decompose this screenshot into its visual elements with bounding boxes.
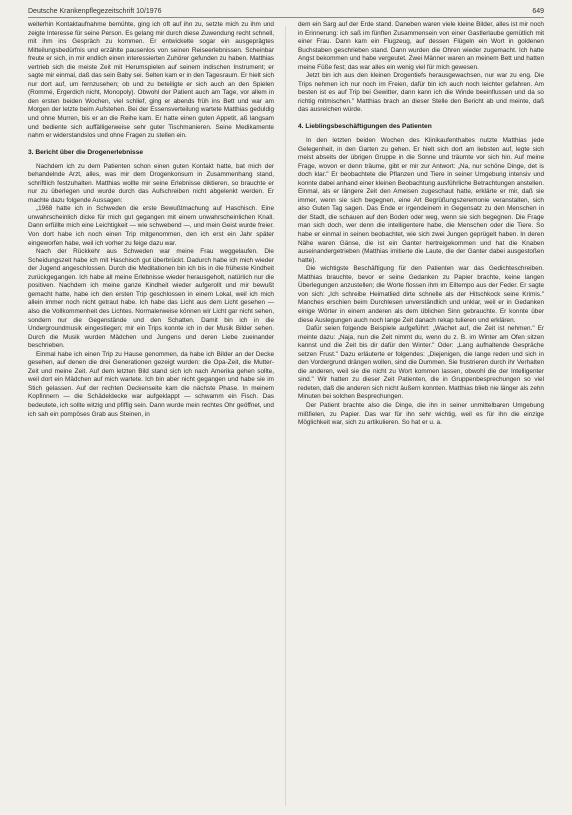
paragraph: In den letzten beiden Wochen des Klinikaufenthaltes nutzte Matthias jede Gelegenheit, in den Garten zu gehen. Er hielt sich dort am liebsten auf, legte sich meist abseits der übrigen Gruppe in die Sonne und träumte vor sich hin. Auf meine Frage, wovon er denn träume, gibt er mir zur Antwort: „Na, nur schöne Dinge, det is doch klar." Er beobachtete die Pflanzen und Tiere in seiner Umgebung intensiv und konnte dabei anhand einer kleinen Beobachtung ausführliche Betrachtungen anstellen. Einmal, als er längere Zeit den Ameisen zugeschaut hatte, erklärte er mir, daß sie immer, wenn sie sich begegnen, eine Art Begrüßungszeremonie veranstalten, sich also Guten Tag sagen. Das Ende er irgendeinem in Gegensatz zu den Menschen in der Stadt, die schauen auf den Boden oder weg, wenn sie sich begegnen. Die Frage man sich doch, wer denn die intelligentere habe, die Menschen oder die Tiere. So habe er einmal in seinen beobachtet, wie sich zwei Jungen geprügelt haben. In deren Nähe waren Gänse, die ist ein Ganter hertreigekommen und hat die Knaben auseinandergetrieben (Matthias imitierte die Laute, die der Ganter dabei ausgestoßen hatte). bbox=[298, 137, 544, 264]
paragraph: „1968 hatte ich in Schweden die erste Bewußtmachung auf Haschisch. Eine unwahrscheinlich dicke für mich gut gegangen mit einem unwahrscheinlichen Knall. Dann erfüllte mich eine Leichtigkeit — wie schwebend —, und mein Geist wurde freier. Von dort habe ich noch einen Trip mitgenommen, den ich erst ein Jahr später eingeworfen habe, weil ich vorher zu feige dazu war. bbox=[28, 205, 274, 247]
paragraph: dem ein Sarg auf der Erde stand. Daneben waren viele kleine Bilder, alles ist mir noch in Erinnerung: ich saß im fünften Zusammensein von einer Gastlerlaube gemütlich mit einer Frau. Dann kam ein Flugzeug, auf dessen Flügeln ein Wort in goldenen Buchstaben geschrieben stand. Dann wurden die Ohren wieder zugemacht. Ich hatte Angst bekommen und habe vergeutet. Zwei Männer waren an meinem Bett und hatten meine Füße fest; das war alles ein wenig viel für mich gewesen. bbox=[298, 21, 544, 71]
paragraph: Nachdem ich zu dem Patienten schon einen guten Kontakt hatte, bat mich der behandelnde Arzt, alles, was mir dem Drogenkonsum in Zusammenhang stand, schriftlich festzuhalten. Matthias wollte mir seine Erlebnisse diktieren, so brauchte er nur zu überlegen und wurde durch das Aufschreiben nicht abgelenkt werden. Er machte dazu folgende Aussagen: bbox=[28, 162, 274, 204]
paragraph: Dafür seien folgende Beispiele aufgeführt: „Wachet auf, die Zeit ist nehmen." Er meinte dazu: „Naja, nun die Zeit nimmt du, wenn du z. B. im Winter am Ofen sitzen kannst und die Zeit bis dir dafür den Winter." Oder: „Lang aufhaltende Gespräche setzen Frust." Dazu erläuterte er folgendes: „Diejenigen, die lange reden und sich in den Vordergrund drängen wollen, sind die Dummen. Sie frustrieren durch ihr Verhalten die anderen, weil sie die nicht zu Wort kommen lassen, obwohl die der Intelligenter sind." Wir hatten zu dieser Zeit Patienten, die in Gruppenbesprechungen so viel redeten, daß die anderen sich nicht äußern konnten. Matthias blieb nie länger als zehn Minuten bei solchen Besprechungen. bbox=[298, 325, 544, 401]
paragraph: Die wichtigste Beschäftigung für den Patienten war das Gedichteschreiben. Matthias brauchte, bevor er seine Gedanken zu Papier brachte, keine langen Überlegungen anzustellen; die Worte flossen ihm im Eiltempo aus der Feder. Er sagte von sich: „Ich schreibe Heimatlied dirte schnelle als der Hitschkock seine Krimis." Manches erschien beim Durchlesen unverständlich und unklar, weil er in Gedanken einige Wörter in einem anderen als dem üblichen Sinn gebrauchte. Er konnte über diese Auslegungen auch noch lange Zeit danach rekap tulieren und erklären. bbox=[298, 265, 544, 324]
page-number: 649 bbox=[532, 8, 544, 15]
paragraph: Jetzt bin ich aus den kleinen Drogentiefs herausgewachsen, nur war zu eng. Die Trips nehmen ich nur noch im Freien, dafür bin ich auch noch leichter gefahren. Am besten ist es auf Trip bei Gewitter, dann kann ich die Winde beeinflussen und da so richtig mitmischen." Matthias brach an dieser Stelle den Bericht ab und meinte, daß das ausreichen würde. bbox=[298, 72, 544, 114]
paragraph: weiterhin Kontaktaufnahme bemühte, ging ich oft auf ihn zu, setzte mich zu ihm und zeigte Interesse für seine Person. Es gelang mir durch diese Zuwendung recht schnell, mit ihm ins Gespräch zu kommen. Er entwickelte sogar ein ausgeprägtes Mitteilungsbedürfnis und erzählte pausenlos von seinen Reiseerlebnissen. Scheinbar freute er sich, in mir endlich einen interessierten Zuhörer gefunden zu haben. Matthias vertrieb sich die meiste Zeit mit Herumspielen auf seinem indischen Instrument; er sagte mir einmal, daß das sein Baby sei. Selten kam er in den Tagesraum. Er hielt sich nur dort auf, um fernzusehen; ob und zu beteiligte er sich auch an den Spielen (Rommé, Ergerdich nicht, Monopoly). Obwohl der Patient auch am Tage, vor allem in den ersten beiden Wochen, viel schlief, ging er abends früh ins Bett und war am Morgen der letzte beim Aufstehen. Bei der Essensverteilung wartete Matthias geduldig und ohne Murren, bis er an die Reihe kam. Er hatte einen guten Appetit, aß langsam und bediente sich auffälligerweise sehr guter Tischmanieren. Seine Medikamente nahm er widerstandslos und ohne Fragen zu stellen ein. bbox=[28, 21, 274, 140]
paragraph: Nach der Rückkehr aus Schweden war meine Frau weggelaufen. Die Scheidungszeit habe ich mit Haschisch gut überbrückt. Dadurch habe ich mich wieder der Jugend angeschlossen. Durch die Meditationen bin ich bis in die früheste Kindheit zurückgegangen. Ich habe all meine Erlebnisse wieder herausgeholt, natürlich nur die positiven. Nachdem ich meine ganze Kindheit wieder aufgerollt und mir bewußt gemacht hatte, habe ich den ersten Trip geschlossen in einem Lokal, weil ich mich allein immer noch nicht getraut habe. Ich habe das Licht aus dem Licht gesehen — also die Vollkommenheit des Lichtes. Normalerweise können wir Licht gar nicht sehen, sondern nur die Gegenstände und den Schatten. Damit bin ich in die Undergroundmusik eingestiegen; mir ein Trips konnte ich in der Musik Bilder sehen. Durch die Musik wurden Mädchen und Jungens und deren Liebe zueinander beschrieben. bbox=[28, 248, 274, 350]
section-heading: 4. Lieblingsbeschäftigungen des Patienten bbox=[298, 123, 432, 131]
header-rule bbox=[28, 17, 544, 18]
column-gutter bbox=[285, 26, 286, 806]
paragraph: Einmal habe ich einen Trip zu Hause genommen, da habe ich Bilder an der Decke gesehen, auf denen die drei Generationen gezeigt wurden: die Opa-Zeit, die Mutter-Zeit und meine Zeit. Auf dem letzten Bild stand sich ich nach Amerika gehen sollte, weil dort ein Mädchen auf mich wartete. Ich bin aber nicht gegangen und habe sie im Stich gelassen. Auf der rechten Deckenseite kam die nächste Phase. In meinem Kopfinnern — die Schädeldecke war aufgeklappt — schwamm ein Fisch. Das bedeutete, ich sollte witzig und pfiffig sein. Dann wurde mein rechtes Ohr geöffnet, und ich sah ein pompöses Grab aus Steinen, in bbox=[28, 350, 274, 418]
left-column bbox=[28, 21, 274, 813]
journal-title: Deutsche Krankenpflegezeitschrift 10/1976 bbox=[28, 8, 162, 15]
paragraph: Der Patient brachte also die Dinge, die ihn in seiner unmittelbaren Umgebung mißfielen, zu Papier. Das war für ihn sehr wichtig, weil es für ihn die einzige Möglichkeit war, sich zu artikulieren. So hat er u. a. bbox=[298, 401, 544, 427]
section-heading: 3. Bericht über die Drogenerlebnisse bbox=[28, 148, 144, 156]
right-column bbox=[298, 21, 544, 813]
